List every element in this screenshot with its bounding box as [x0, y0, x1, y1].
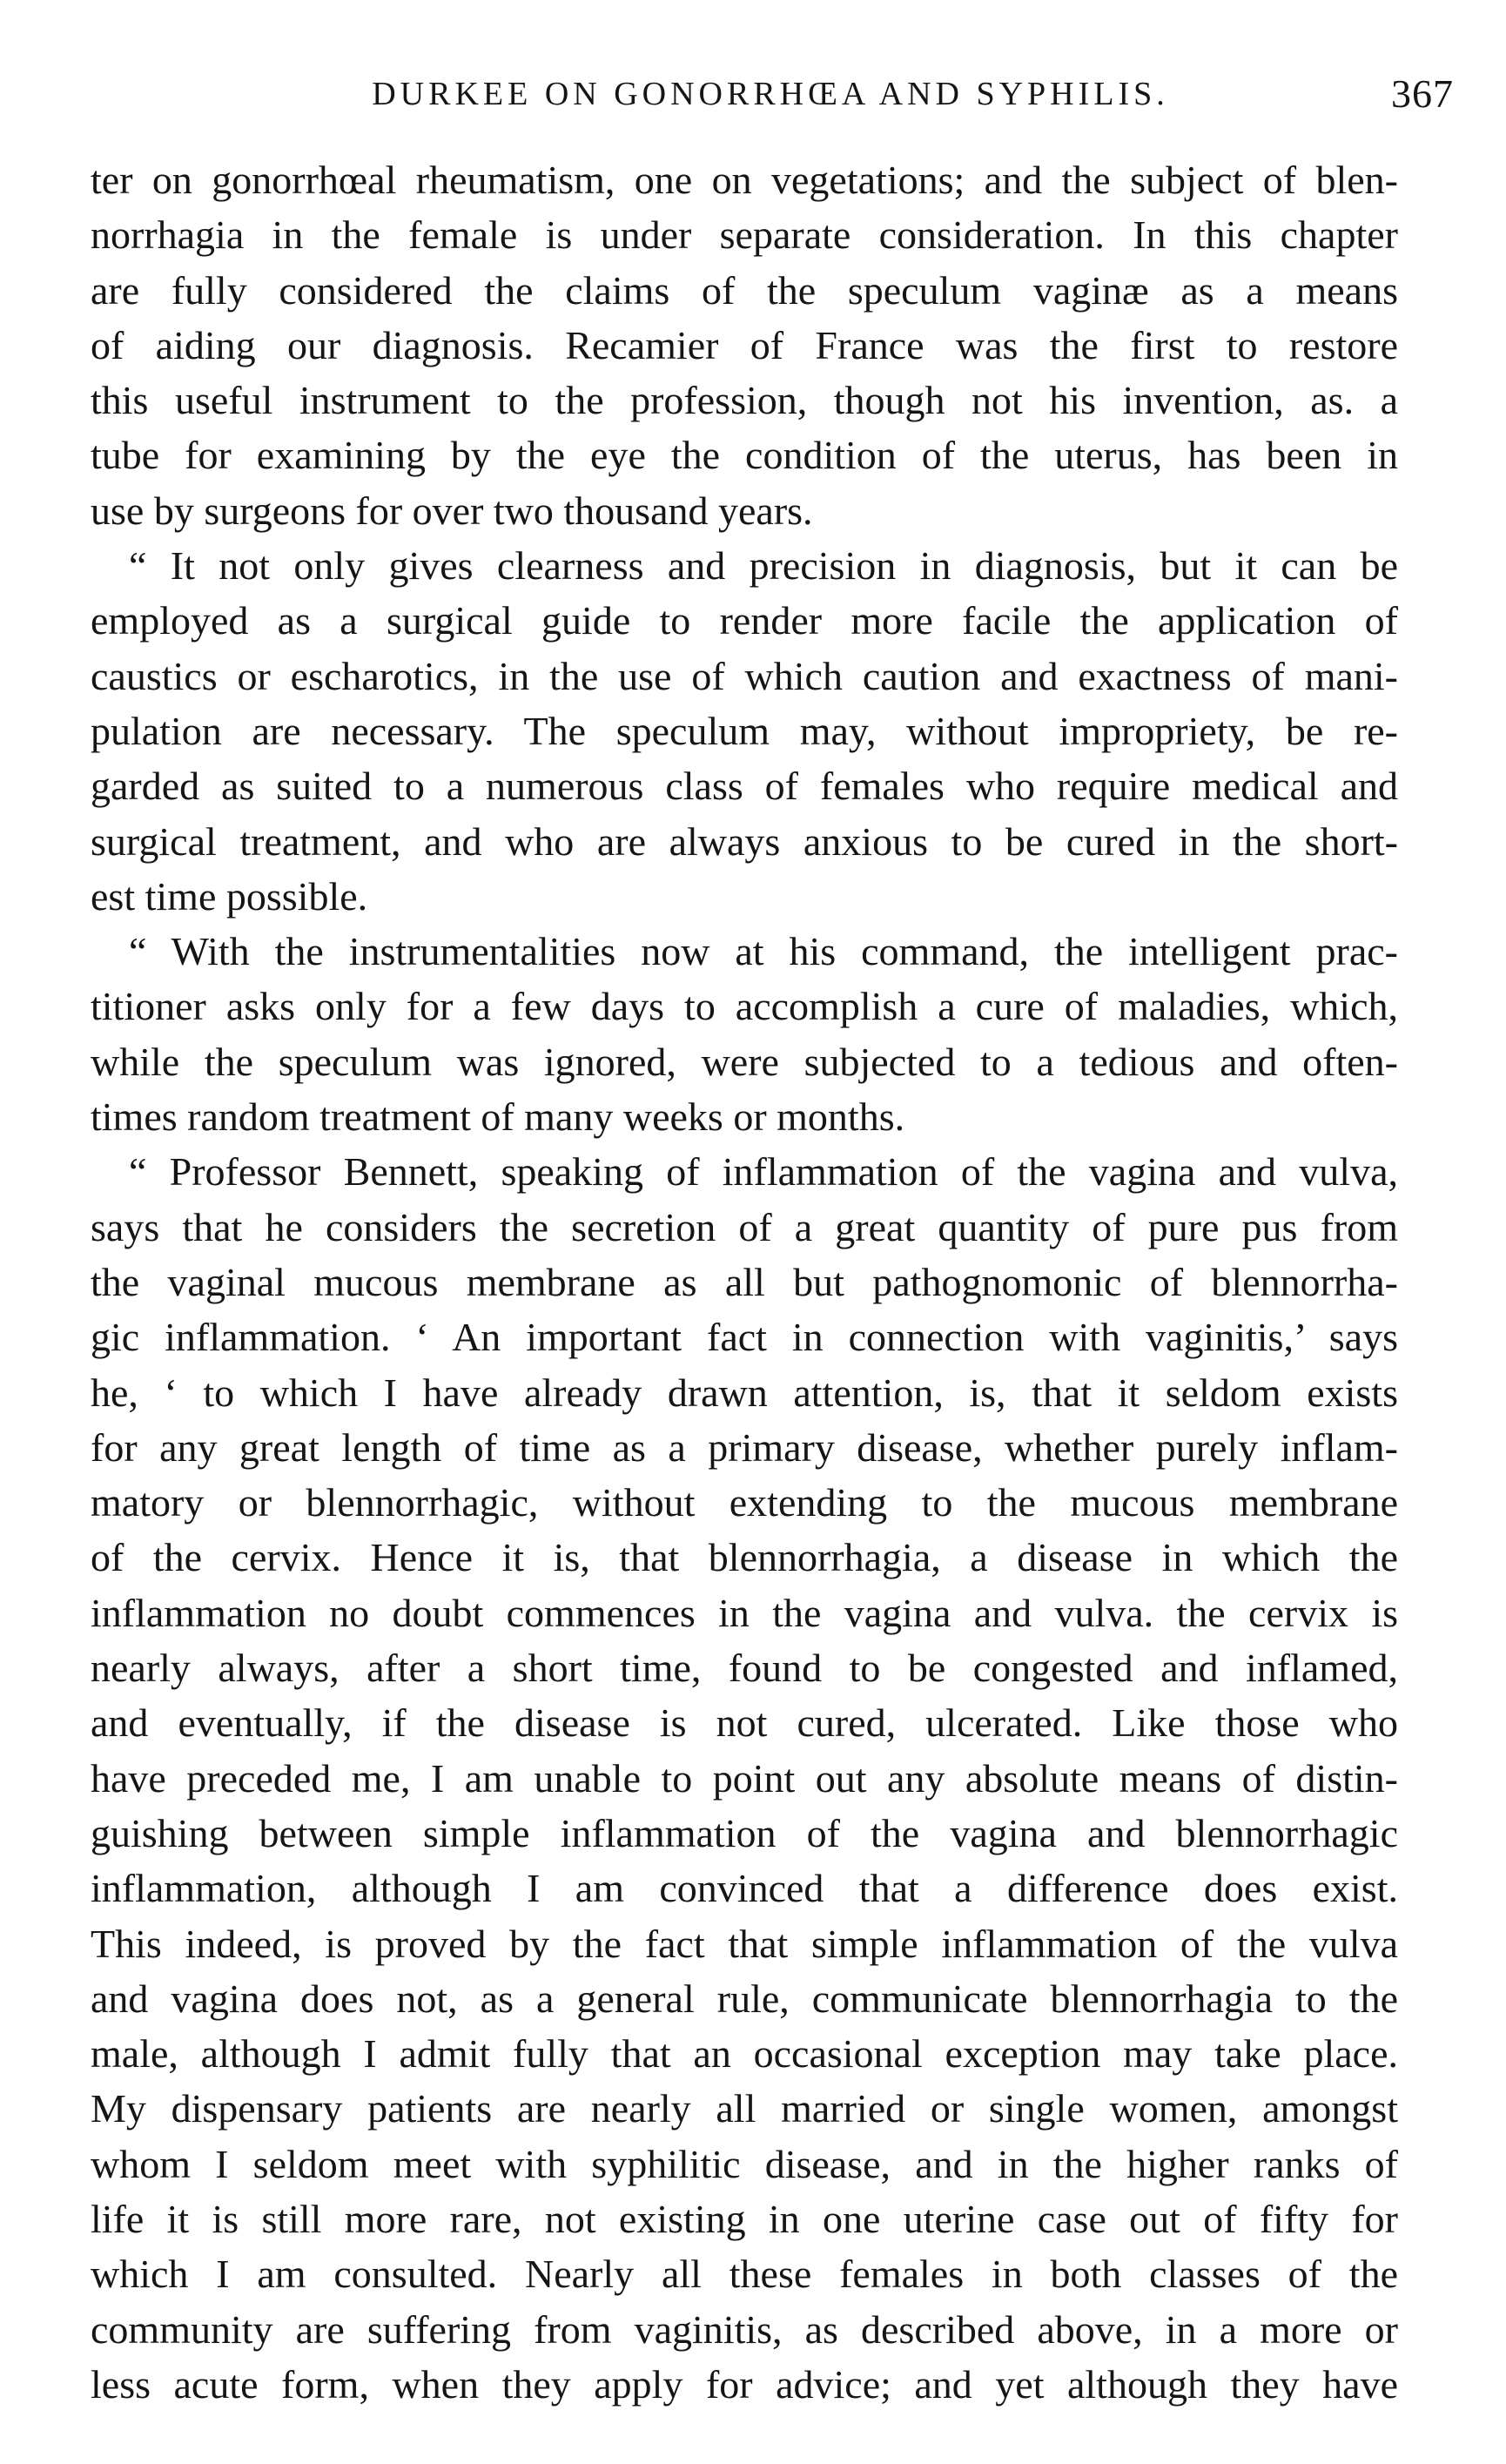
text-line: times random treatment of many weeks or months. [91, 1094, 905, 1140]
text-line: use by surgeons for over two thousand years. [91, 488, 813, 533]
text-line: less acute form, when they apply for advice; and yet although they have [91, 2361, 1398, 2407]
text-line: matory or blennorrhagic, without extending to the mucous membrane [91, 1480, 1398, 1525]
running-head [87, 68, 1454, 120]
text-line: “ Professor Bennett, speaking of inflammation of the vagina and vulva, [129, 1149, 1398, 1195]
text-line: and eventually, if the disease is not cured, ulcerated. Like those who [91, 1700, 1398, 1746]
text-line: employed as a surgical guide to render more facile the application of [91, 598, 1398, 643]
text-line: garded as suited to a numerous class of females who require medical and [91, 764, 1398, 809]
text-line: while the speculum was ignored, were subjected to a tedious and often- [91, 1039, 1398, 1084]
text-line: are fully considered the claims of the speculum vaginæ as a means [91, 267, 1398, 313]
text-line: and vagina does not, as a general rule, communicate blennorrhagia to the [91, 1976, 1398, 2021]
text-line: tube for examining by the eye the condition of the uterus, has been in [91, 433, 1398, 478]
text-line: this useful instrument to the profession, though not his invention, as. a [91, 378, 1398, 423]
running-title: DURKEE ON GONORRHŒA AND SYPHILIS. [372, 76, 1169, 112]
text-line: he, ‘ to which I have already drawn attention, is, that it seldom exists [91, 1370, 1398, 1415]
paragraph [91, 924, 1398, 1144]
text-line: inflammation, although I am convinced that a difference does exist. [91, 1866, 1398, 1911]
page-number: 367 [1391, 71, 1454, 116]
text-line: life it is still more rare, not existing in one uterine case out of fifty for [91, 2196, 1398, 2241]
text-line: My dispensary patients are nearly all married or single women, amongst [91, 2086, 1398, 2131]
text-line: caustics or escharotics, in the use of which caution and exactness of mani- [91, 653, 1398, 698]
text-line: gic inflammation. ‘ An important fact in connection with vaginitis,’ says [91, 1315, 1398, 1360]
text-line: surgical treatment, and who are always anxious to be cured in the short- [91, 818, 1398, 864]
body-text [91, 152, 1398, 2412]
text-line: est time possible. [91, 873, 368, 919]
text-line: ter on gonorrhœal rheumatism, one on vegetations; and the subject of blen- [91, 158, 1398, 202]
text-line: of the cervix. Hence it is, that blennorrhagia, a disease in which the [91, 1535, 1398, 1580]
text-line: for any great length of time as a primary disease, whether purely inflam- [91, 1424, 1398, 1470]
text-line: “ With the instrumentalities now at his command, the intelligent prac- [129, 929, 1398, 974]
text-line: the vaginal mucous membrane as all but pathognomonic of blennorrha- [91, 1259, 1398, 1304]
text-line: which I am consulted. Nearly all these females in both classes of the [91, 2252, 1398, 2297]
text-line: titioner asks only for a few days to accomplish a cure of maladies, which, [91, 984, 1398, 1029]
text-line: male, although I admit fully that an occasional exception may take place. [91, 2031, 1398, 2077]
paragraph [91, 152, 1398, 538]
text-line: pulation are necessary. The speculum may, without impropriety, be re- [91, 708, 1398, 753]
text-line: of aiding our diagnosis. Recamier of France was the first to restore [91, 322, 1398, 367]
text-line: community are suffering from vaginitis, as described above, in a more or [91, 2306, 1398, 2352]
text-line: says that he considers the secretion of a great quantity of pure pus from [91, 1204, 1398, 1249]
text-line: This indeed, is proved by the fact that simple inflammation of the vulva [91, 1921, 1398, 1966]
text-line: have preceded me, I am unable to point out any absolute means of distin- [91, 1755, 1398, 1801]
paragraph [91, 1144, 1398, 2412]
text-line: guishing between simple inflammation of the vagina and blennorrhagic [91, 1810, 1398, 1855]
text-line: “ It not only gives clearness and precision in diagnosis, but it can be [129, 543, 1398, 589]
text-line: whom I seldom meet with syphilitic disease, and in the higher ranks of [91, 2141, 1398, 2186]
paragraph [91, 538, 1398, 924]
text-line: inflammation no doubt commences in the vagina and vulva. the cervix is [91, 1590, 1398, 1635]
text-line: nearly always, after a short time, found to be congested and inflamed, [91, 1646, 1398, 1691]
text-line: norrhagia in the female is under separate consideration. In this chapter [91, 212, 1398, 258]
